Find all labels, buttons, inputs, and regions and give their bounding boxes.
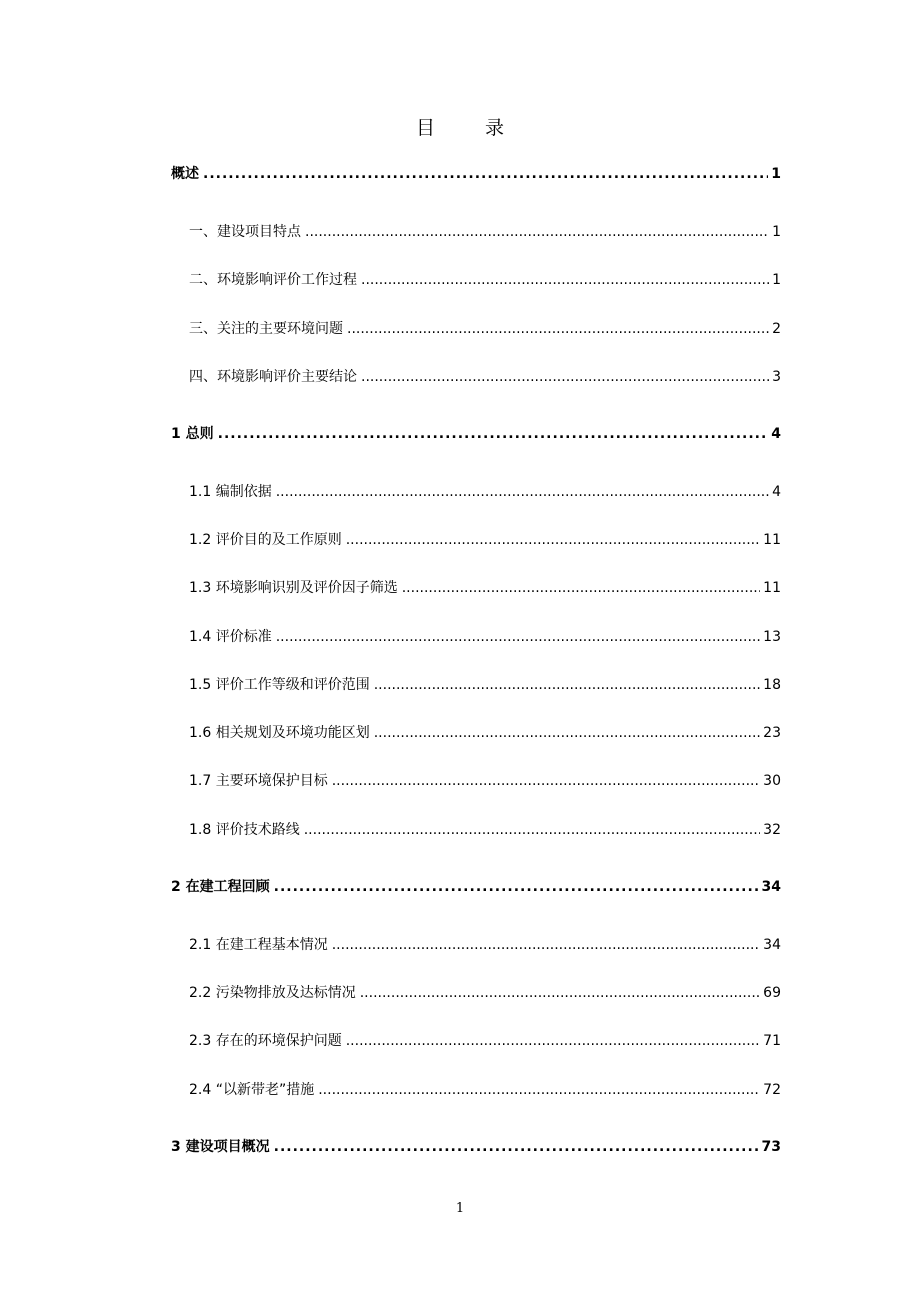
toc-entry-label: 一、建设项目特点 <box>189 224 301 240</box>
toc-entry[interactable] <box>189 934 781 956</box>
toc-entry-label: 2.4 “以新带老”措施 <box>189 1082 315 1098</box>
toc-entry[interactable] <box>189 481 781 503</box>
toc-entry-page: 23 <box>763 725 781 741</box>
toc-dot-leader <box>276 626 760 648</box>
toc-dot-leader <box>360 982 760 1004</box>
toc-entry-label: 3 建设项目概况 <box>171 1139 270 1155</box>
toc-entry-label: 2.1 在建工程基本情况 <box>189 937 328 953</box>
toc-dot-leader <box>361 269 769 291</box>
toc-entry-page: 11 <box>763 580 781 596</box>
toc-dot-leader <box>218 423 769 445</box>
toc-entry[interactable] <box>171 163 781 185</box>
toc-dot-leader <box>346 529 760 551</box>
toc-entry[interactable] <box>189 770 781 792</box>
toc-entry-label: 四、环境影响评价主要结论 <box>189 369 357 385</box>
page-title: 目 录 <box>415 117 527 139</box>
toc-entry[interactable] <box>171 423 781 445</box>
toc-entry[interactable] <box>189 366 781 388</box>
toc-entry-label: 1.7 主要环境保护目标 <box>189 773 328 789</box>
toc-entry-label: 概述 <box>171 166 199 182</box>
toc-entry-page: 1 <box>772 272 781 288</box>
toc-entry-page: 34 <box>761 879 781 895</box>
toc-dot-leader <box>304 819 760 841</box>
toc-dot-leader <box>346 1030 760 1052</box>
toc-entry-label: 2 在建工程回顾 <box>171 879 270 895</box>
toc-entry-page: 13 <box>763 629 781 645</box>
toc-entry[interactable] <box>189 318 781 340</box>
toc-dot-leader <box>374 722 760 744</box>
toc-dot-leader <box>332 934 760 956</box>
toc-entry[interactable] <box>171 1136 781 1158</box>
toc-dot-leader <box>203 163 768 185</box>
toc-entry-page: 73 <box>761 1139 781 1155</box>
toc-entry-label: 2.2 污染物排放及达标情况 <box>189 985 356 1001</box>
toc-dot-leader <box>402 577 760 599</box>
toc-dot-leader <box>274 876 759 898</box>
toc-entry-page: 3 <box>772 369 781 385</box>
toc-dot-leader <box>276 481 769 503</box>
toc-entry[interactable] <box>189 269 781 291</box>
toc-dot-leader <box>305 221 769 243</box>
toc-entry-label: 二、环境影响评价工作过程 <box>189 272 357 288</box>
page-number: 1 <box>455 1201 465 1216</box>
toc-entry-page: 4 <box>771 426 781 442</box>
toc-entry-label: 1.1 编制依据 <box>189 484 272 500</box>
toc-entry[interactable] <box>189 529 781 551</box>
toc-entry[interactable] <box>189 577 781 599</box>
toc-dot-leader <box>374 674 760 696</box>
toc-entry-label: 1 总则 <box>171 426 214 442</box>
toc-entry[interactable] <box>189 819 781 841</box>
toc-entry-label: 1.4 评价标准 <box>189 629 272 645</box>
toc-entry[interactable] <box>189 722 781 744</box>
toc-entry-page: 32 <box>763 822 781 838</box>
toc-entry-label: 三、关注的主要环境问题 <box>189 321 343 337</box>
toc-entry-page: 34 <box>763 937 781 953</box>
toc-entry[interactable] <box>189 221 781 243</box>
toc-entry-page: 2 <box>772 321 781 337</box>
toc-entry-page: 4 <box>772 484 781 500</box>
toc-entry-page: 72 <box>763 1082 781 1098</box>
toc-entry-page: 11 <box>763 532 781 548</box>
toc-dot-leader <box>347 318 769 340</box>
toc-entry-page: 71 <box>763 1033 781 1049</box>
toc-entry[interactable] <box>189 1030 781 1052</box>
toc-dot-leader <box>361 366 769 388</box>
toc-entry-page: 1 <box>771 166 781 182</box>
toc-entry-label: 1.2 评价目的及工作原则 <box>189 532 342 548</box>
toc-entry-label: 1.5 评价工作等级和评价范围 <box>189 677 370 693</box>
toc-dot-leader <box>274 1136 759 1158</box>
toc-entry-page: 30 <box>763 773 781 789</box>
toc-dot-leader <box>318 1079 760 1101</box>
toc-entry-page: 1 <box>772 224 781 240</box>
toc-entry-page: 69 <box>763 985 781 1001</box>
toc-entry[interactable] <box>189 626 781 648</box>
toc-entry[interactable] <box>189 982 781 1004</box>
toc-entry[interactable] <box>189 674 781 696</box>
toc-entry-label: 1.3 环境影响识别及评价因子筛选 <box>189 580 398 596</box>
toc-entry-label: 1.6 相关规划及环境功能区划 <box>189 725 370 741</box>
toc-entry[interactable] <box>189 1079 781 1101</box>
toc-entry-page: 18 <box>763 677 781 693</box>
toc-entry-label: 2.3 存在的环境保护问题 <box>189 1033 342 1049</box>
toc-dot-leader <box>332 770 760 792</box>
toc-entry-label: 1.8 评价技术路线 <box>189 822 300 838</box>
toc-entry[interactable] <box>171 876 781 898</box>
